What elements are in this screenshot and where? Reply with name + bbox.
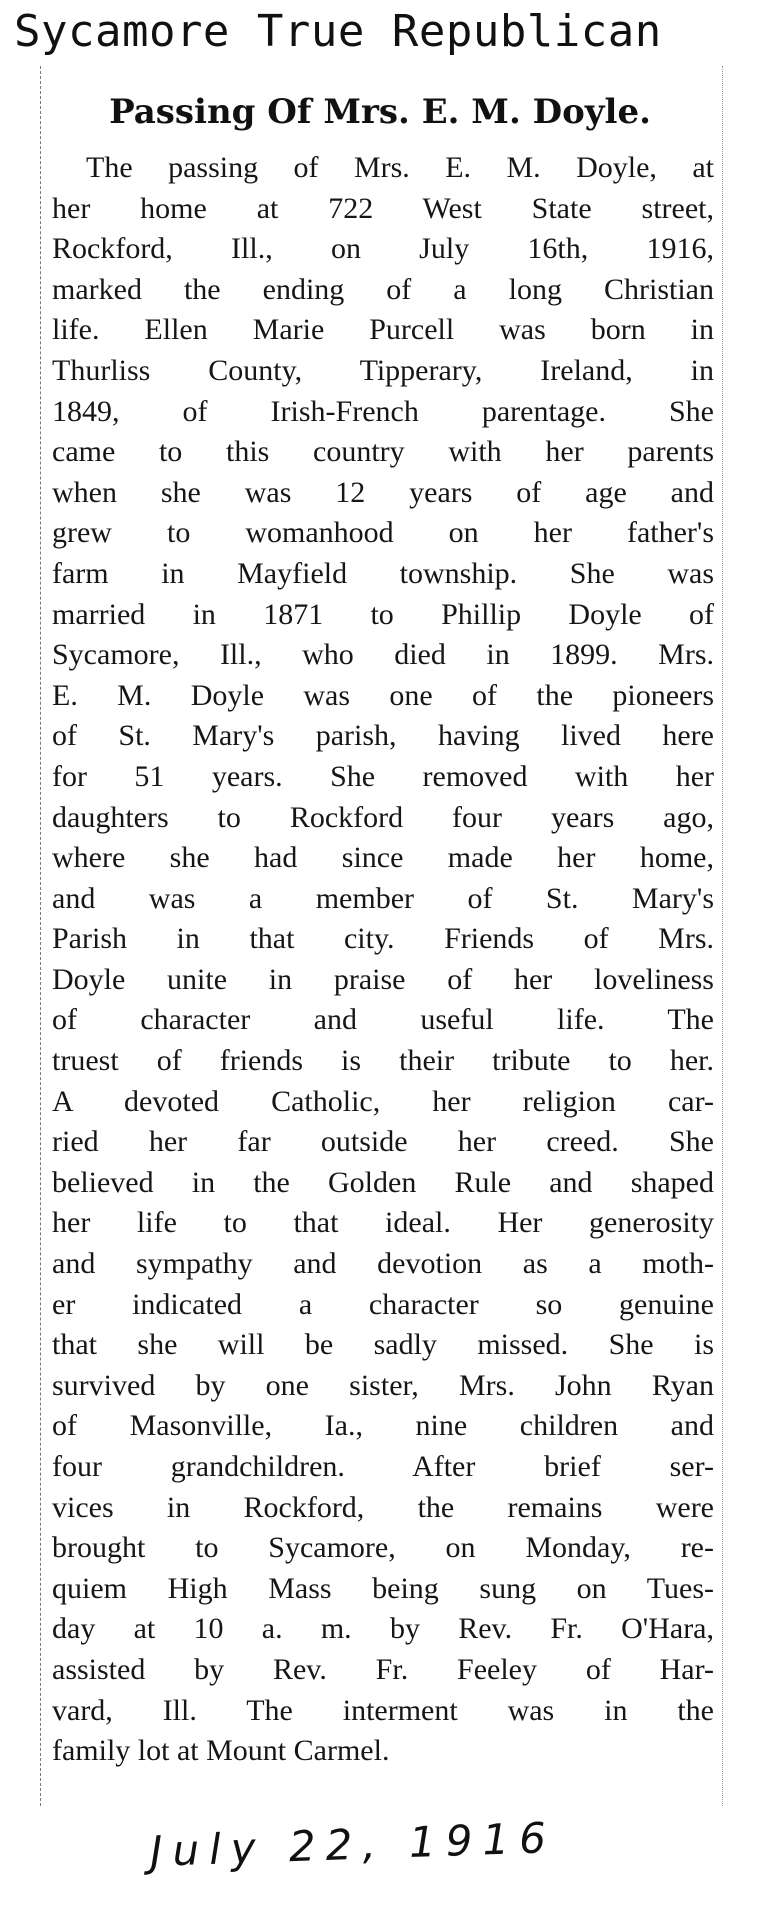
clipping-right-edge (722, 66, 723, 1806)
article-line: Doyle unite in praise of her loveliness (52, 962, 714, 996)
article-line: came to this country with her parents (52, 435, 714, 469)
article-line: quiem High Mass being sung on Tues- (52, 1571, 714, 1605)
article-line: The passing of Mrs. E. M. Doyle, at (86, 151, 714, 184)
article-line: that she will be sadly missed. She is (52, 1328, 714, 1362)
article-line: assisted by Rev. Fr. Feeley of Har- (52, 1652, 714, 1686)
article-line: brought to Sycamore, on Monday, re- (52, 1531, 714, 1565)
article-line: Parish in that city. Friends of Mrs. (52, 922, 714, 956)
article-line: for 51 years. She removed with her (52, 759, 714, 793)
article-line: and was a member of St. Mary's (52, 881, 714, 915)
article-line: where she had since made her home, (52, 841, 714, 875)
article-line: truest of friends is their tribute to her. (52, 1044, 714, 1078)
article-line: life. Ellen Marie Purcell was born in (52, 313, 714, 347)
article-line: her life to that ideal. Her generosity (52, 1206, 714, 1240)
article-line: day at 10 a. m. by Rev. Fr. O'Hara, (52, 1612, 714, 1646)
newspaper-clipping (40, 62, 720, 1802)
article-line: survived by one sister, Mrs. John Ryan (52, 1368, 714, 1402)
article-line: believed in the Golden Rule and shaped (52, 1165, 714, 1199)
newspaper-masthead: Sycamore True Republican (14, 6, 662, 57)
article-line: grew to womanhood on her father's (52, 516, 714, 550)
article-line: Sycamore, Ill., who died in 1899. Mrs. (52, 638, 714, 672)
article-line: her home at 722 West State street, (52, 191, 714, 225)
handwritten-date: July 22, 1916 (149, 1812, 557, 1877)
article-line: of character and useful life. The (52, 1003, 714, 1037)
article-line: family lot at Mount Carmel. (52, 1734, 390, 1768)
article-line: E. M. Doyle was one of the pioneers (52, 678, 714, 712)
article-line: four grandchildren. After brief ser- (52, 1450, 714, 1483)
article-line: vard, Ill. The interment was in the (52, 1693, 714, 1727)
article-line: of St. Mary's parish, having lived here (52, 719, 714, 753)
article-line: A devoted Catholic, her religion car- (52, 1084, 714, 1118)
article-body (52, 148, 714, 1772)
article-line: Rockford, Ill., on July 16th, 1916, (52, 232, 714, 266)
article-line: 1849, of Irish-French parentage. She (52, 394, 714, 428)
article-line: Thurliss County, Tipperary, Ireland, in (52, 353, 714, 387)
article-line: and sympathy and devotion as a moth- (52, 1247, 714, 1281)
article-headline: Passing Of Mrs. E. M. Doyle. (109, 92, 651, 132)
article-line: vices in Rockford, the remains were (52, 1490, 714, 1524)
article-line: of Masonville, Ia., nine children and (52, 1409, 714, 1443)
article-line: ried her far outside her creed. She (52, 1125, 714, 1159)
article-line: farm in Mayfield township. She was (52, 556, 714, 590)
article-line: daughters to Rockford four years ago, (52, 800, 714, 834)
article-line: er indicated a character so genuine (52, 1287, 714, 1321)
article-line: marked the ending of a long Christian (52, 272, 714, 306)
article-line: when she was 12 years of age and (52, 475, 714, 509)
article-line: married in 1871 to Phillip Doyle of (52, 597, 714, 631)
